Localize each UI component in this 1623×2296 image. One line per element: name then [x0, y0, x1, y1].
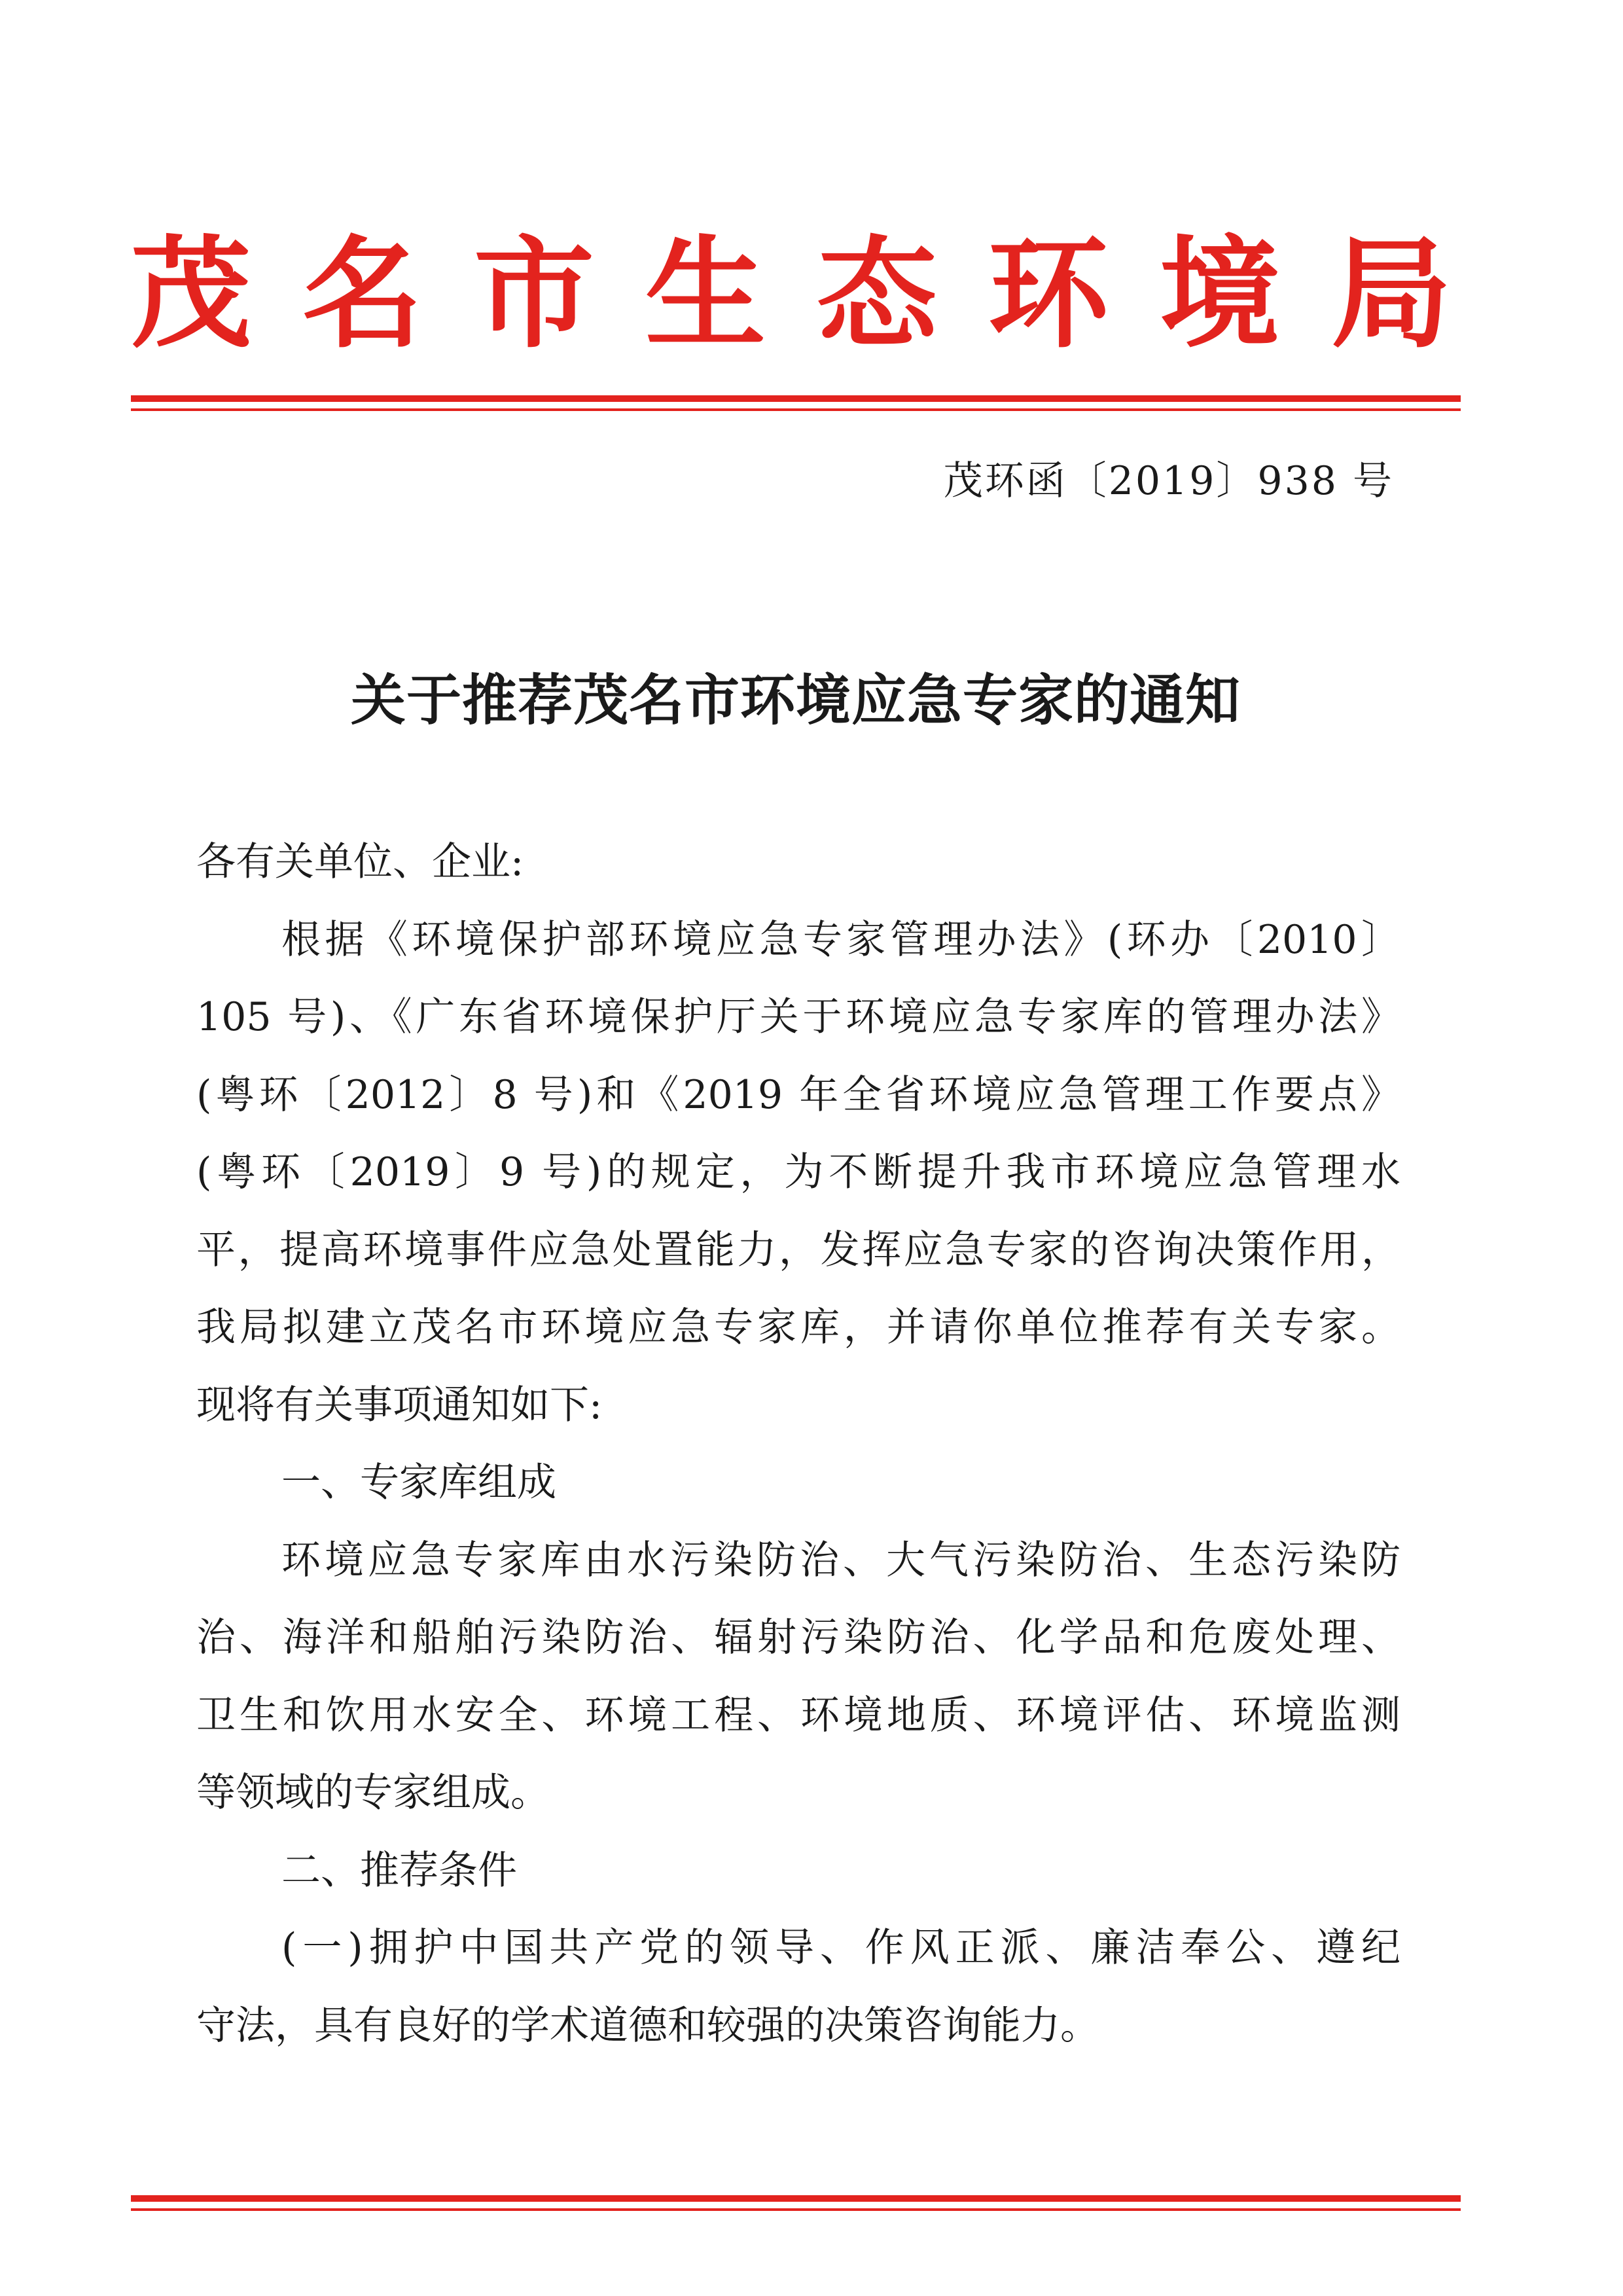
letterhead-rule-thick	[131, 395, 1461, 402]
section-heading: 一、专家库组成	[281, 1460, 556, 1505]
document-title: 关于推荐茂名市环境应急专家的通知	[350, 668, 1241, 732]
section-line: 卫生和饮用水安全、环境工程、环境地质、环境评估、环境监测	[196, 1692, 1400, 1738]
document-body	[196, 823, 1400, 2064]
salutation: 各有关单位、企业:	[196, 839, 524, 885]
section-line: 治、海洋和船舶污染防治、辐射污染防治、化学品和危废处理、	[196, 1615, 1400, 1660]
footer-rule-thin	[131, 2208, 1461, 2211]
document-number: 茂环函〔2019〕938 号	[943, 458, 1394, 504]
footer-rule-thick	[131, 2195, 1461, 2202]
paragraph-line: 105 号)、《广东省环境保护厅关于环境应急专家库的管理办法》	[196, 994, 1400, 1040]
letterhead-title: 茂名市生态环境局	[131, 224, 1503, 365]
paragraph-line: 平，提高环境事件应急处置能力，发挥应急专家的咨询决策作用，	[196, 1227, 1400, 1273]
section-heading: 二、推荐条件	[281, 1847, 517, 1893]
paragraph-line: 根据《环境保护部环境应急专家管理办法》(环办〔2010〕	[281, 916, 1400, 963]
section-line: (一)拥护中国共产党的领导、作风正派、廉洁奉公、遵纪	[281, 1925, 1400, 1971]
paragraph-line: (粤环〔2012〕8 号)和《2019 年全省环境应急管理工作要点》	[196, 1071, 1400, 1118]
letterhead-rule-thin	[131, 408, 1461, 411]
section-line: 守法，具有良好的学术道德和较强的决策咨询能力。	[196, 2002, 1099, 2049]
paragraph-line: 我局拟建立茂名市环境应急专家库，并请你单位推荐有关专家。	[196, 1304, 1400, 1350]
section-line: 环境应急专家库由水污染防治、大气污染防治、生态污染防	[281, 1537, 1400, 1583]
paragraph-line: 现将有关事项通知如下:	[196, 1382, 603, 1428]
section-line: 等领域的专家组成。	[196, 1770, 550, 1816]
paragraph-line: (粤环〔2019〕9 号)的规定，为不断提升我市环境应急管理水	[196, 1149, 1400, 1195]
